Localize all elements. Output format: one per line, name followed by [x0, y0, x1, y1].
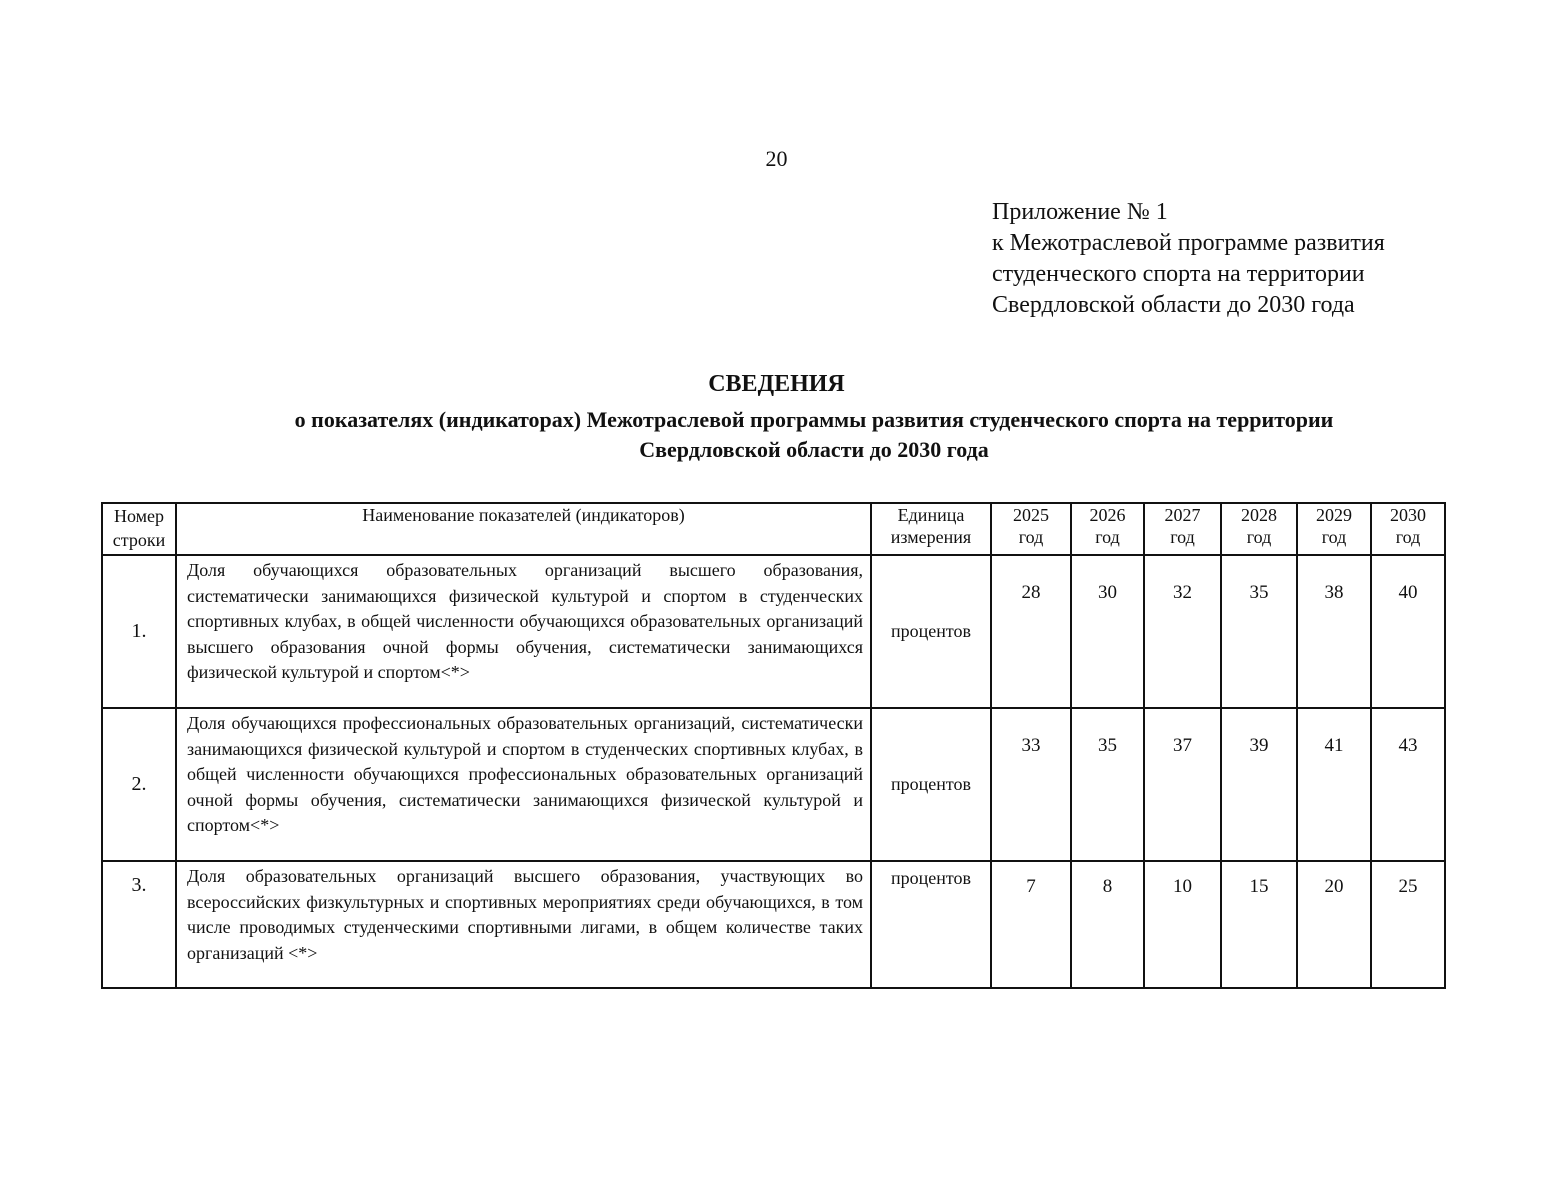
- header-year-value: 2028: [1241, 505, 1277, 525]
- value-cell: 20: [1297, 861, 1371, 988]
- header-year: [1221, 503, 1297, 555]
- value-cell: 7: [991, 861, 1071, 988]
- value-cell: 33: [991, 708, 1071, 861]
- header-year-label: год: [1246, 527, 1272, 547]
- row-number: 1.: [102, 555, 176, 708]
- value-cell: 37: [1144, 708, 1221, 861]
- table-row: [102, 708, 1445, 861]
- header-year: [991, 503, 1071, 555]
- value-cell: 10: [1144, 861, 1221, 988]
- value-cell: 40: [1371, 555, 1445, 708]
- appendix-line: Приложение № 1: [992, 199, 1168, 225]
- value-cell: 8: [1071, 861, 1144, 988]
- value-cell: 35: [1221, 555, 1297, 708]
- table-row: [102, 555, 1445, 708]
- indicator-name: Доля обучающихся образовательных организаций высшего образования, систематически занимающихся физической культурой и спортом в студенческих спортивных клубах, в общей численности обучающихся образовательных организаций высшего образования очной формы обучения, систематически занимающихся физической культурой и спортом<*>: [176, 555, 871, 708]
- header-year: [1144, 503, 1221, 555]
- header-year-value: 2029: [1316, 505, 1352, 525]
- header-year-value: 2026: [1089, 505, 1126, 525]
- value-cell: 30: [1071, 555, 1144, 708]
- value-cell: 39: [1221, 708, 1297, 861]
- appendix-line: Свердловской области до 2030 года: [992, 292, 1355, 318]
- table-header-row: [102, 503, 1445, 555]
- header-year: [1371, 503, 1445, 555]
- value-cell: 25: [1371, 861, 1445, 988]
- value-cell: 32: [1144, 555, 1221, 708]
- appendix-block: [992, 197, 1385, 321]
- row-number: 2.: [102, 708, 176, 861]
- header-year: [1297, 503, 1371, 555]
- header-text: строки: [112, 530, 166, 550]
- header-year-value: 2027: [1164, 505, 1201, 525]
- value-cell: 41: [1297, 708, 1371, 861]
- document-title: СВЕДЕНИЯ: [708, 371, 845, 397]
- header-unit: [871, 503, 991, 555]
- header-year-label: год: [1095, 527, 1120, 547]
- header-text: Номер: [113, 506, 165, 526]
- indicator-name: Доля образовательных организаций высшего образования, участвующих во всероссийских физкультурных и спортивных мероприятиях среди обучающихся, в том числе проводимых студенческими спортивными лигами, в общем количестве таких организаций <*>: [176, 861, 871, 988]
- appendix-line: студенческого спорта на территории: [992, 261, 1365, 287]
- row-number: 3.: [102, 861, 176, 988]
- appendix-line: к Межотраслевой программе развития: [992, 230, 1385, 256]
- header-year-label: год: [1395, 527, 1421, 547]
- header-year-value: 2030: [1390, 505, 1426, 525]
- header-text: Единица: [897, 505, 965, 525]
- header-year-label: год: [1321, 527, 1347, 547]
- subtitle-line: о показателях (индикаторах) Межотраслевой программы развития студенческого спорта на территории: [294, 407, 1334, 432]
- unit-cell: процентов: [871, 861, 991, 988]
- unit-cell: процентов: [871, 708, 991, 861]
- header-year-value: 2025: [1013, 505, 1049, 525]
- value-cell: 35: [1071, 708, 1144, 861]
- header-text: измерения: [890, 527, 972, 547]
- value-cell: 43: [1371, 708, 1445, 861]
- document-subtitle: [100, 405, 1528, 465]
- header-year-label: год: [1018, 527, 1044, 547]
- value-cell: 28: [991, 555, 1071, 708]
- header-year: [1071, 503, 1144, 555]
- unit-cell: процентов: [871, 555, 991, 708]
- page-number: 20: [765, 146, 788, 171]
- header-row-number: [102, 503, 176, 555]
- value-cell: 15: [1221, 861, 1297, 988]
- header-indicator-name: Наименование показателей (индикаторов): [176, 503, 871, 555]
- indicators-table: [101, 502, 1446, 989]
- table-row: [102, 861, 1445, 988]
- indicator-name: Доля обучающихся профессиональных образовательных организаций, систематически занимающихся физической культурой и спортом в студенческих спортивных клубах, в общей численности обучающихся профессиональных образовательных организаций очной формы обучения, систематически занимающихся физической культурой и спортом<*>: [176, 708, 871, 861]
- subtitle-line: Свердловской области до 2030 года: [639, 437, 989, 462]
- value-cell: 38: [1297, 555, 1371, 708]
- header-year-label: год: [1170, 527, 1195, 547]
